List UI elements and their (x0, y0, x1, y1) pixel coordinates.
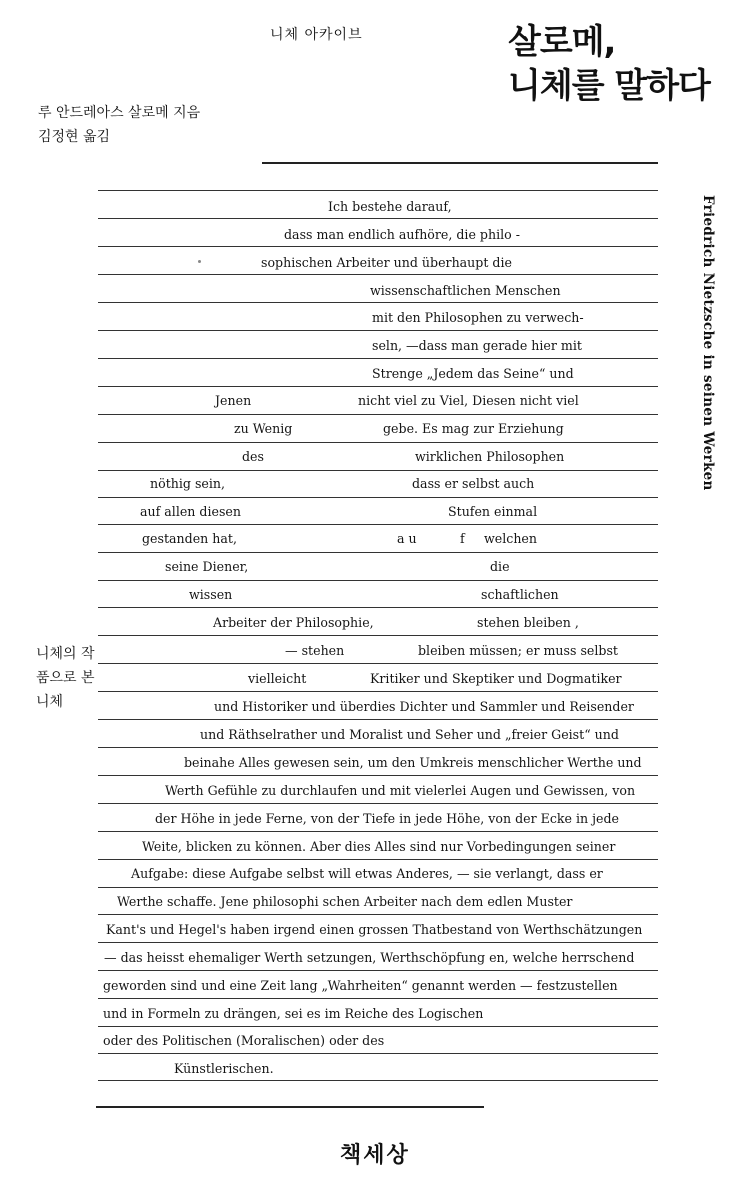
text-line: nicht viel zu Viel, Diesen nicht viel (358, 393, 579, 408)
rule-line (98, 970, 658, 971)
vertical-german-title: Friedrich Nietzsche in seinen Werken (700, 195, 716, 491)
rule-line (98, 580, 658, 581)
rule-line (98, 914, 658, 915)
text-line: Jenen (215, 393, 252, 408)
text-line: seine Diener, (165, 559, 249, 574)
rule-line (98, 442, 658, 443)
text-line: dass man endlich aufhöre, die philo - (284, 227, 520, 242)
rule-line (98, 386, 658, 387)
text-line: gestanden hat, (142, 531, 237, 546)
rule-line (98, 859, 658, 860)
text-line: Arbeiter der Philosophie, (213, 615, 374, 630)
rule-line (98, 747, 658, 748)
speck-mark (198, 260, 201, 263)
text-line: und Historiker und überdies Dichter und Sammler und Reisender (214, 699, 634, 714)
text-line: Ich bestehe darauf, (328, 199, 452, 214)
text-line: seln, —dass man gerade hier mit (372, 338, 582, 353)
rule-line (98, 635, 658, 636)
text-line: Kant's und Hegel's haben irgend einen grossen Thatbestand von Werthschätzungen (106, 922, 643, 937)
text-line: — das heisst ehemaliger Werth setzungen, Werthschöpfung en, welche herrschend (104, 950, 635, 965)
text-line: wissenschaftlichen Menschen (370, 283, 561, 298)
rule-line (98, 998, 658, 999)
text-line: Aufgabe: diese Aufgabe selbst will etwas Anderes, — sie verlangt, dass er (131, 866, 603, 881)
rule-line (98, 552, 658, 553)
text-line: Werth Gefühle zu durchlaufen und mit vielerlei Augen und Gewissen, von (165, 783, 636, 798)
rule-line (98, 719, 658, 720)
rule-line (98, 358, 658, 359)
text-line: die (490, 559, 510, 574)
publisher-logo: 책세상 (340, 1143, 410, 1168)
rule-line (98, 1053, 658, 1054)
series-name: 니체 아카이브 (270, 27, 363, 43)
text-line: schaftlichen (481, 587, 559, 602)
bottom-rule (96, 1106, 484, 1108)
text-line: Weite, blicken zu können. Aber dies Alles sind nur Vorbedingungen seiner (142, 839, 616, 854)
rule-line (98, 274, 658, 275)
text-line: auf allen diesen (140, 504, 241, 519)
rule-line (98, 775, 658, 776)
rule-line (98, 803, 658, 804)
book-title-line-2: 니체를 말하다 (508, 66, 710, 106)
text-line: geworden sind und eine Zeit lang „Wahrheiten“ genannt werden — festzustellen (103, 978, 618, 993)
text-line: Künstlerischen. (174, 1061, 274, 1076)
rule-line (98, 246, 658, 247)
rule-line (98, 831, 658, 832)
text-line: und Räthselrather und Moralist und Seher und „freier Geist“ und (200, 727, 619, 742)
text-line: sophischen Arbeiter und überhaupt die (261, 255, 512, 270)
rule-line (98, 607, 658, 608)
rule-line (98, 887, 658, 888)
text-line: beinahe Alles gewesen sein, um den Umkreis menschlicher Werthe und (184, 755, 642, 770)
rule-line (98, 524, 658, 525)
text-line: stehen bleiben , (477, 615, 579, 630)
rule-line (98, 302, 658, 303)
text-line: nöthig sein, (150, 476, 226, 491)
top-rule (262, 162, 658, 164)
text-line: wirklichen Philosophen (415, 449, 565, 464)
text-line: — stehen (285, 643, 345, 658)
rule-line (98, 1026, 658, 1027)
text-line: dass er selbst auch (412, 476, 535, 491)
book-title (508, 20, 710, 108)
text-line: und in Formeln zu drängen, sei es im Reiche des Logischen (103, 1006, 484, 1021)
rule-line (98, 414, 658, 415)
text-line: f (460, 531, 465, 546)
rule-line (98, 330, 658, 331)
text-line: der Höhe in jede Ferne, von der Tiefe in jede Höhe, von der Ecke in jede (155, 811, 619, 826)
book-title-line-1: 살로메, (508, 22, 616, 62)
text-line: vielleicht (248, 671, 307, 686)
rule-line (98, 218, 658, 219)
text-line: zu Wenig (234, 421, 293, 436)
text-line: gebe. Es mag zur Erziehung (383, 421, 564, 436)
text-line: Stufen einmal (448, 504, 538, 519)
rule-line (98, 470, 658, 471)
text-line: a u (397, 531, 417, 546)
author-credit: 루 안드레아스 살로메 지음 (38, 105, 201, 121)
text-line: mit den Philosophen zu verwech- (372, 310, 584, 325)
rule-line (98, 942, 658, 943)
side-label: 니체의 작품으로 본 니체 (36, 646, 95, 710)
text-line: Werthe schaffe. Jene philosophi schen Arbeiter nach dem edlen Muster (117, 894, 573, 909)
rule-line (98, 663, 658, 664)
text-line: welchen (484, 531, 537, 546)
rule-line (98, 691, 658, 692)
text-line: wissen (189, 587, 233, 602)
text-line: oder des Politischen (Moralischen) oder des (103, 1033, 385, 1048)
translator-credit: 김정현 옮김 (38, 129, 111, 145)
text-line: Kritiker und Skeptiker und Dogmatiker (370, 671, 622, 686)
text-line: bleiben müssen; er muss selbst (418, 643, 618, 658)
rule-line (98, 190, 658, 191)
rule-line (98, 1080, 658, 1081)
rule-line (98, 497, 658, 498)
text-line: des (242, 449, 264, 464)
text-line: Strenge „Jedem das Seine“ und (372, 366, 574, 381)
